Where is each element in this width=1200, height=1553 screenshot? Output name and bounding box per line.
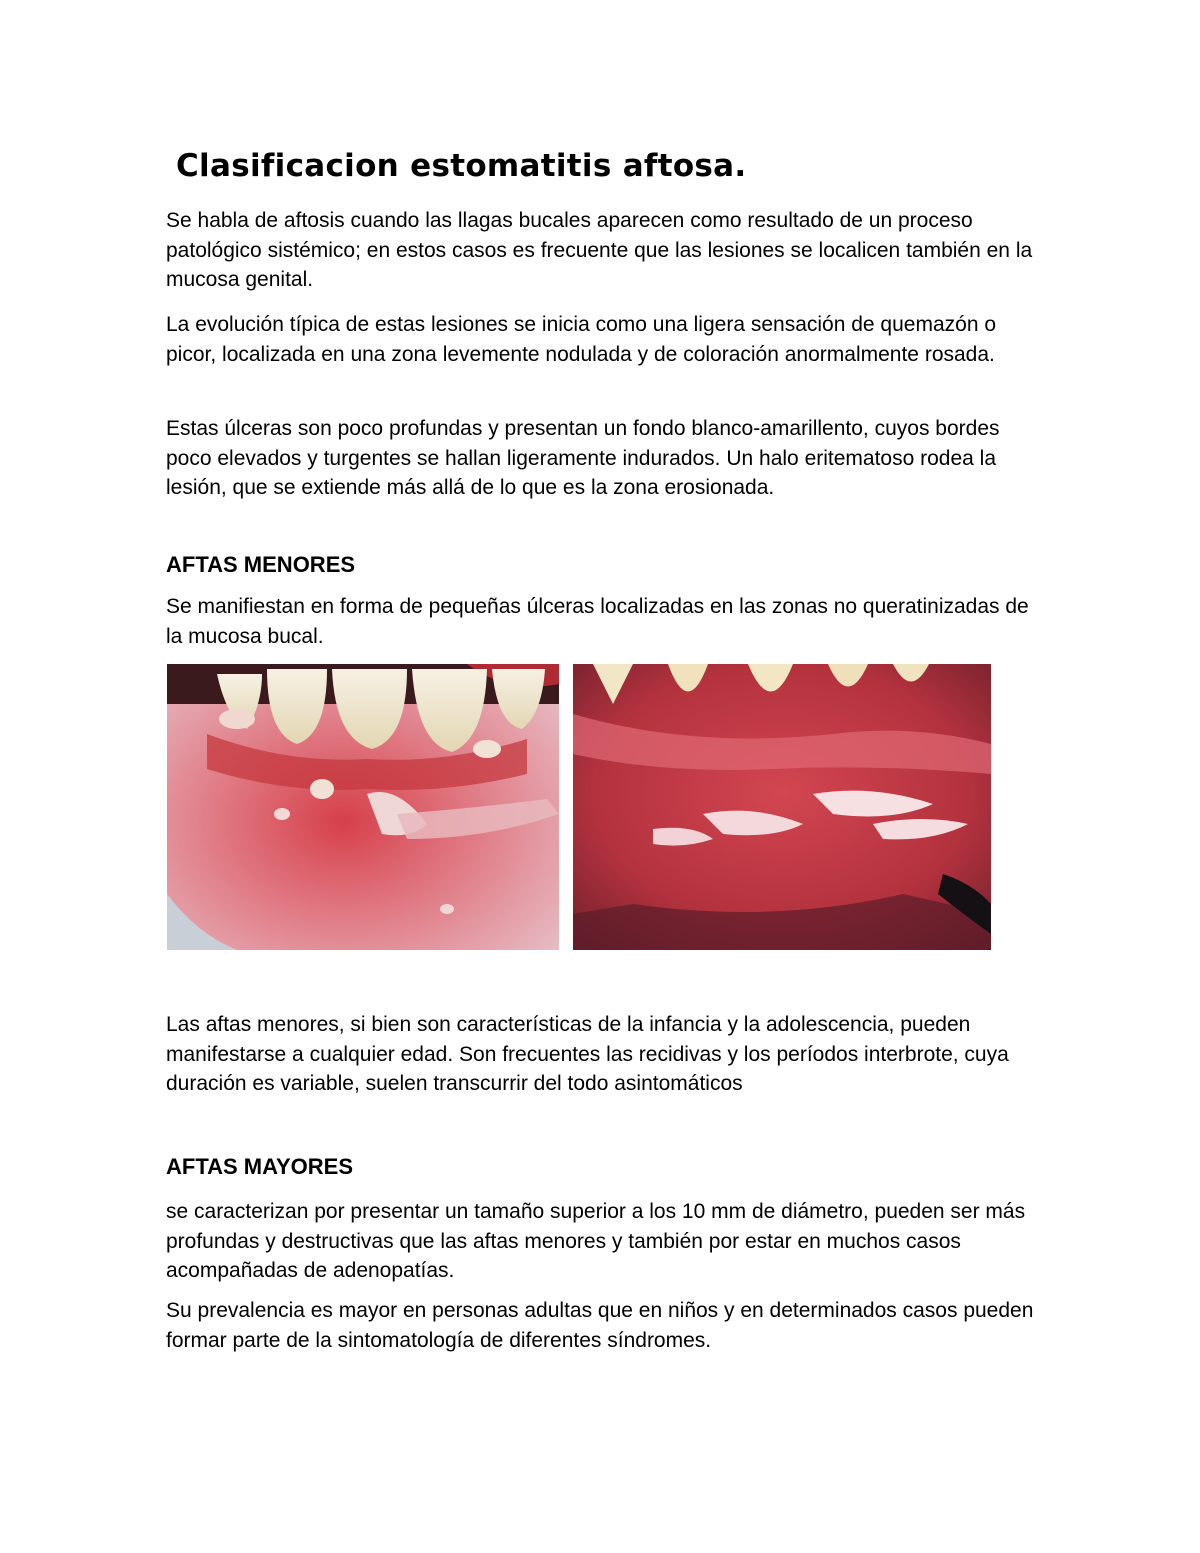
page-title: Clasificacion estomatitis aftosa.: [176, 148, 747, 184]
intro-paragraph-3: Estas úlceras son poco profundas y presentan un fondo blanco-amarillento, cuyos bordes poco elevados y turgentes se hallan ligeramente indurados. Un halo eritematoso rodea la lesión, que se extiende más allá de lo que es la zona erosionada.: [166, 417, 1000, 499]
minor-after-images: Las aftas menores, si bien son características de la infancia y la adolescencia, pueden manifestarse a cualquier edad. Son frecuentes las recidivas y los períodos interbrote, cuya duración es variable, suelen transcurrir del todo asintomáticos: [166, 1013, 1009, 1095]
heading-aftas-mayores: AFTAS MAYORES: [166, 1154, 354, 1179]
minor-description: Se manifiestan en forma de pequeñas úlceras localizadas en las zonas no queratinizadas de la mucosa bucal.: [166, 595, 1029, 648]
intro-paragraph-2: La evolución típica de estas lesiones se inicia como una ligera sensación de quemazón o picor, localizada en una zona levemente nodulada y de coloración anormalmente rosada.: [166, 313, 997, 366]
photo-lower-lip-ulcers: [167, 664, 559, 950]
major-paragraph-2: Su prevalencia es mayor en personas adultas que en niños y en determinados casos pueden formar parte de la sintomatología de diferentes síndromes.: [166, 1299, 1034, 1352]
intro-paragraph-1: Se habla de aftosis cuando las llagas bucales aparecen como resultado de un proceso patológico sistémico; en estos casos es frecuente que las lesiones se localicen también en la mucosa genital.: [166, 209, 1033, 291]
photo-gum-ulcers: [573, 664, 991, 950]
heading-aftas-menores: AFTAS MENORES: [166, 552, 356, 577]
major-paragraph-1: se caracterizan por presentar un tamaño superior a los 10 mm de diámetro, pueden ser más profundas y destructivas que las aftas menores y también por estar en muchos casos acompañadas de adenopatías.: [166, 1200, 1026, 1282]
